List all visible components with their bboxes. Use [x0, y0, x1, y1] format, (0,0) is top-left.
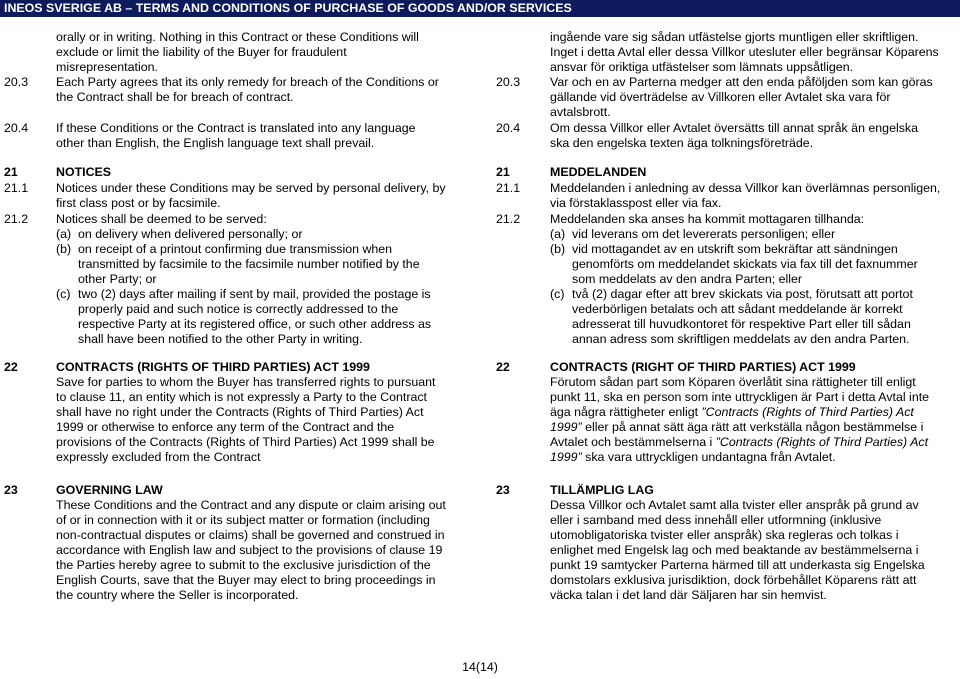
en-item-c: (c) two (2) days after mailing if sent by mail, provided the postage is properly paid and such notice is correctly addressed to the respective Party at its registered office, or such other address as shall have been notified to the other Party in writing.	[56, 287, 432, 346]
en-clause-21-2: 21.2 Notices shall be deemed to be served: (a) on delivery when delivered personally; or (b) on receipt of a printout confirming due transmission when transmitted by facsimile to the facsimile number notified by the other Party; or (c) two (2) days after mailing if sent by mail, provided the postage is properly paid and such notice is correctly addressed to the respective Party at its registered office, or such other address as shall have been notified to the other Party in writing.	[4, 212, 474, 347]
sv-section-21-heading: 21 MEDDELANDEN	[496, 165, 647, 179]
en-continuation: orally or in writing. Nothing in this Contract or these Conditions will exclude or limit the liability of the Buyer for fraudulent misrepresentation.	[56, 30, 419, 74]
sv-section-22: 22 CONTRACTS (RIGHT OF THIRD PARTIES) ACT 1999 Förutom sådan part som Köparen överlåtit sina rättigheter till enligt punkt 11, ska en person som inte uttryckligen är Part i detta Avtal inte äga några rättigheter enligt ”Contracts (Rights of Third Parties) Act 1999” eller på annat sätt äga rätt att verkställa någon bestämmelse i Avtalet och bestämmelserna i ”Contracts (Rights of Third Parties) Act 1999” ska vara uttryckligen undantagna från Avtalet.	[496, 360, 930, 464]
sv-clause-20-4: 20.4 Om dessa Villkor eller Avtalet översätts till annat språk än engelska ska den engelska texten äga tolkningsföreträde.	[496, 121, 919, 150]
page-number: 14(14)	[462, 660, 498, 674]
document-title: INEOS SVERIGE AB – TERMS AND CONDITIONS OF PURCHASE OF GOODS AND/OR SERVICES	[4, 1, 572, 15]
en-section-22: 22 CONTRACTS (RIGHTS OF THIRD PARTIES) ACT 1999 Save for parties to whom the Buyer has transferred rights to pursuant to clause 11, an entity which is not expressly a Party to the Contract shall have no right under the Contracts (Rights of Third Parties) Act 1999 or otherwise to enforce any term of the Contract and the provisions of the Contracts (Rights of Third Parties) Act 1999 shall be expressly excluded from the Contract	[4, 360, 436, 464]
sv-item-c: (c) två (2) dagar efter att brev skickats via post, förutsatt att portot vederbörligen betalats och att sådant meddelande är korrekt adresserat till huvudkontoret för respektive Part eller till sådan annan adress som skriftligen meddelats av den andra Parten.	[550, 287, 913, 346]
sv-clause-20-3: 20.3 Var och en av Parterna medger att den enda påföljden som kan göras gällande vid överträdelse av Villkoren eller Avtalet ska vara för avtalsbrott.	[496, 75, 933, 119]
sv-item-b: (b) vid mottagandet av en utskrift som bekräftar att sändningen genomförts om meddelandet skickats via fax till det faxnummer som meddelats av den andra Parten; eller	[550, 242, 918, 286]
en-clause-21-1: 21.1 Notices under these Conditions may be served by personal delivery, by first class post or by facsimile.	[4, 181, 446, 210]
en-item-a: (a) on delivery when delivered personally; or	[56, 227, 303, 241]
en-section-23: 23 GOVERNING LAW These Conditions and the Contract and any dispute or claim arising out of or in connection with it or its subject matter or formation (including non-contractual disputes or claims) shall be governed and construed in accordance with English law and subject to the provisions of clause 19 the Parties hereby agree to submit to the exclusive jurisdiction of the English Courts, save that the Buyer may elect to bring proceedings in the country where the Seller is incorporated.	[4, 483, 446, 602]
sv-item-a: (a) vid leverans om det levererats personligen; eller	[550, 227, 836, 241]
en-section-21-heading: 21 NOTICES	[4, 165, 112, 179]
sv-clause-21-1: 21.1 Meddelanden i anledning av dessa Villkor kan överlämnas personligen, via förstaklasspost eller via fax.	[496, 181, 941, 210]
sv-clause-21-2: 21.2 Meddelanden ska anses ha kommit mottagaren tillhanda: (a) vid leverans om det levererats personligen; eller (b) vid mottagandet av en utskrift som bekräftar att sändningen genomförts om meddelandet skickats via fax till det faxnummer som meddelats av den andra Parten; eller (c) två (2) dagar efter att brev skickats via post, förutsatt att portot vederbörligen betalats och att sådant meddelande är korrekt adresserat till huvudkontoret för respektive Part eller till sådan annan adress som skriftligen meddelats av den andra Parten.	[496, 212, 956, 347]
en-clause-20-3: 20.3 Each Party agrees that its only remedy for breach of the Conditions or the Contract shall be for breach of contract.	[4, 75, 439, 104]
en-item-b: (b) on receipt of a printout confirming due transmission when transmitted by facsimile to the facsimile number notified by the other Party; or	[56, 242, 420, 286]
document-header	[0, 0, 960, 17]
en-clause-20-4: 20.4 If these Conditions or the Contract is translated into any language other than English, the English language text shall prevail.	[4, 121, 416, 150]
sv-section-23: 23 TILLÄMPLIG LAG Dessa Villkor och Avtalet samt alla tvister eller anspråk på grund av eller i samband med dess innehåll eller utformning (inklusive utomobligatoriska tvister eller anspråk) ska regleras och tolkas i enlighet med Engelsk lag och med beaktande av bestämmelserna i punkt 19 samtycker Parterna härmed till att underkasta sig Engelska domstolars exklusiva jurisdiktion, dock förbehållet Köparens rätt att väcka talan i det land där Säljaren har sin hemvist.	[496, 483, 925, 602]
sv-continuation: ingående vare sig sådan utfästelse gjorts muntligen eller skriftligen. Inget i detta Avtal eller dessa Villkor utesluter eller begränsar Köparens ansvar för oriktiga utfästelser som lämnats uppsåtligen.	[550, 30, 939, 74]
